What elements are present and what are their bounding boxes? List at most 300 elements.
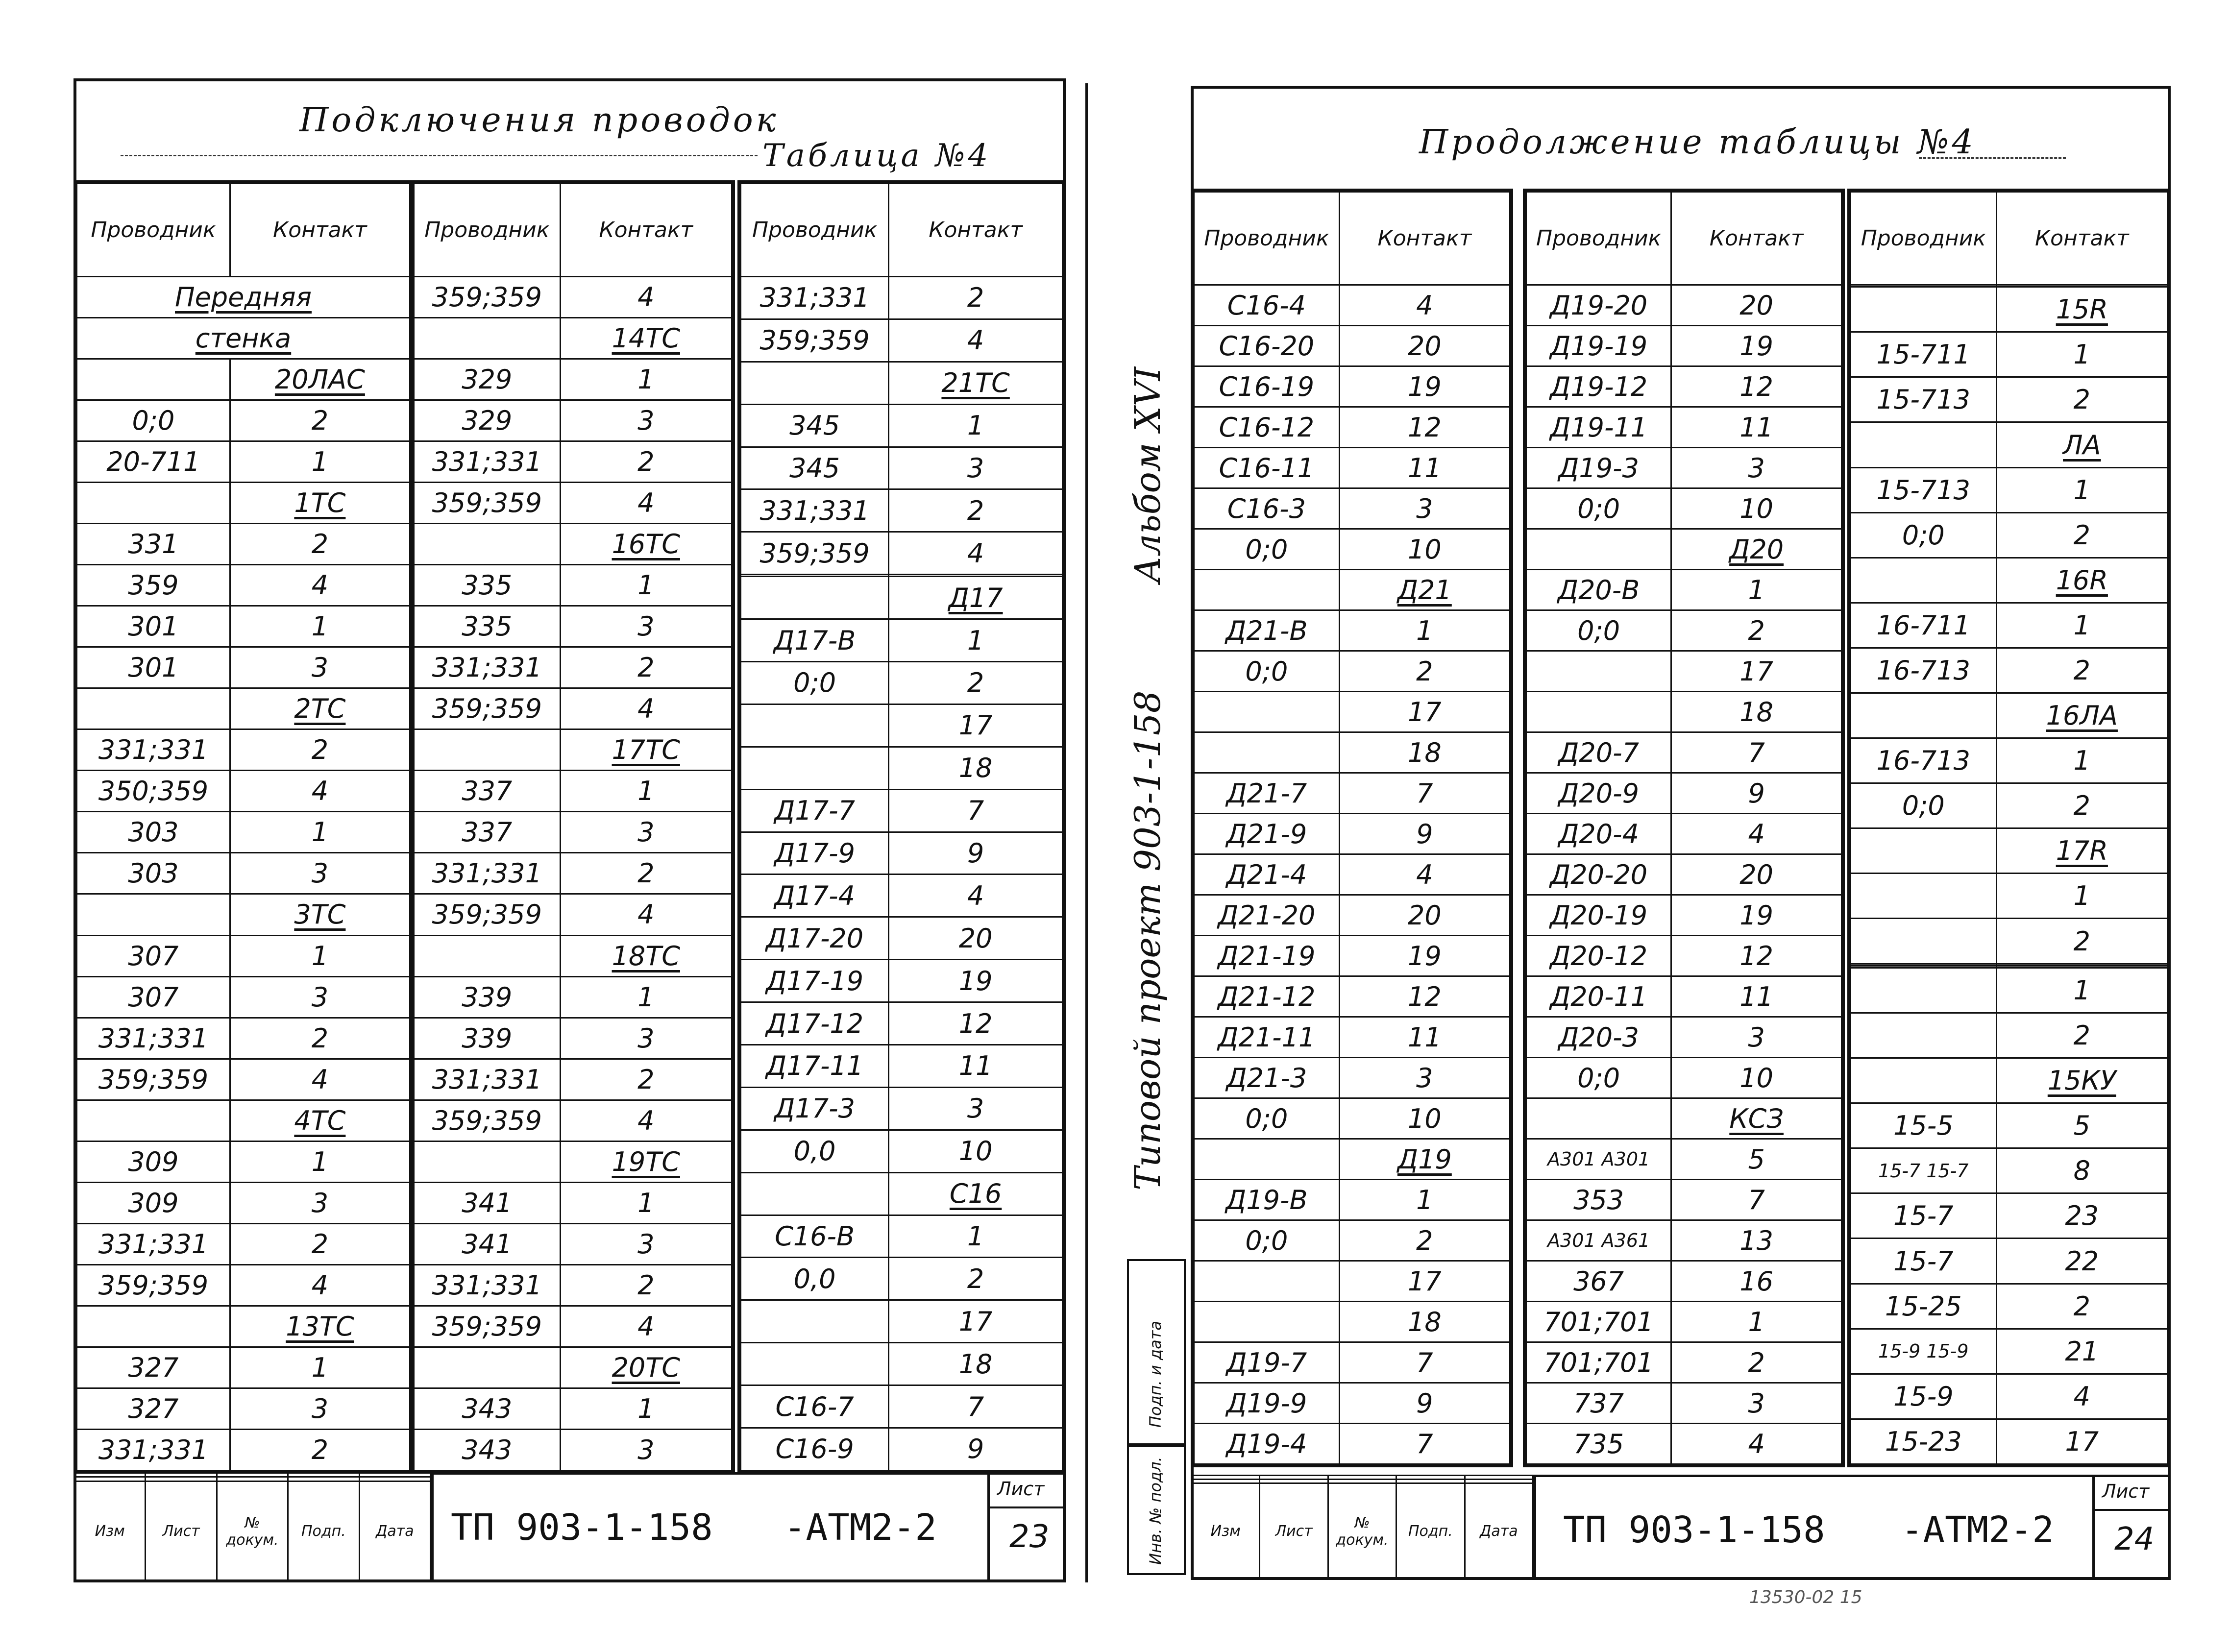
contact-cell: 4 <box>560 483 732 524</box>
contact-cell: 4 <box>889 532 1063 575</box>
table-row <box>741 577 1063 619</box>
contact-cell: 2 <box>1996 1284 2167 1329</box>
contact-cell: 2 <box>560 1059 732 1100</box>
table-row <box>77 1306 410 1347</box>
table-row <box>1851 558 2168 603</box>
table-row <box>77 976 410 1018</box>
table-row <box>77 359 410 400</box>
table-row <box>741 1215 1063 1258</box>
contact-cell: 2 <box>1996 919 2167 964</box>
conductor-cell: 0;0 <box>1851 512 1997 558</box>
conductor-cell: 335 <box>414 565 561 606</box>
conductor-cell <box>741 577 889 619</box>
stamp-label-doc: № докум. <box>1328 1483 1396 1579</box>
conductor-cell <box>1851 1013 1997 1058</box>
conductor-cell: С16-7 <box>741 1385 889 1428</box>
contact-cell: 3 <box>560 400 732 441</box>
contact-cell: 4 <box>560 1100 732 1141</box>
table-row <box>414 1347 732 1388</box>
contact-cell: 18 <box>1671 692 1842 732</box>
table-row <box>414 688 732 729</box>
table-row <box>1851 1058 2168 1103</box>
contact-cell: 5 <box>1671 1139 1842 1180</box>
conductor-cell: 337 <box>414 771 561 812</box>
table-row <box>1851 1284 2168 1329</box>
table-row <box>414 1264 732 1306</box>
contact-cell: 12 <box>1671 366 1842 407</box>
conductor-cell: 0;0 <box>1194 1220 1340 1261</box>
section-heading: 17ТС <box>560 729 732 771</box>
conductor-cell <box>77 1306 230 1347</box>
conductor-cell: 367 <box>1526 1261 1671 1302</box>
contact-cell: 1 <box>230 606 410 647</box>
conductor-cell: 331;331 <box>77 1429 230 1470</box>
table-row <box>1526 1180 1842 1220</box>
conductor-cell: Д17-9 <box>741 832 889 875</box>
contact-cell: 4 <box>889 875 1063 917</box>
section-heading: 14ТС <box>560 318 732 359</box>
contact-cell: 3 <box>1339 488 1510 529</box>
contact-cell: 1 <box>1996 738 2167 783</box>
table-row <box>414 441 732 483</box>
conductor-cell: Д19-11 <box>1526 407 1671 448</box>
contact-cell: 3 <box>1671 1017 1842 1058</box>
table-row <box>1526 1342 1842 1383</box>
conductor-cell: 359;359 <box>414 277 561 318</box>
contact-cell: 1 <box>889 404 1063 447</box>
left-title: Подключения проводок <box>299 101 779 140</box>
contact-cell: 1 <box>1339 610 1510 651</box>
album-label: Альбом XVI <box>1127 366 1168 583</box>
table-row <box>77 1018 410 1059</box>
table-row <box>1851 1239 2168 1284</box>
conductor-cell: 359;359 <box>414 1100 561 1141</box>
contact-cell: 4 <box>1671 1424 1842 1464</box>
left-table-col-3 <box>737 180 1066 1474</box>
table-row <box>1194 1383 1510 1424</box>
conductor-cell <box>77 1100 230 1141</box>
contact-cell: 11 <box>889 1045 1063 1087</box>
table-row <box>414 1018 732 1059</box>
contact-cell: 1 <box>1671 1302 1842 1342</box>
table-row <box>1851 1103 2168 1148</box>
table-row <box>1194 773 1510 814</box>
table-row <box>414 1388 732 1429</box>
table-row <box>1194 488 1510 529</box>
contact-cell: 12 <box>1339 976 1510 1017</box>
conductor-cell <box>1851 828 1997 874</box>
contact-cell: 4 <box>560 894 732 935</box>
table-row <box>741 1300 1063 1343</box>
conductor-cell: Д17-7 <box>741 789 889 832</box>
table-row <box>414 1059 732 1100</box>
conductor-cell: 701;701 <box>1526 1302 1671 1342</box>
conductor-cell: С16-В <box>741 1215 889 1258</box>
table-row <box>1526 854 1842 895</box>
table-row <box>1526 1220 1842 1261</box>
table-row <box>741 875 1063 917</box>
table-row <box>741 917 1063 960</box>
contact-cell: 2 <box>560 647 732 688</box>
contact-cell: 2 <box>1996 648 2167 693</box>
contact-cell: 16 <box>1671 1261 1842 1302</box>
table-row <box>414 853 732 894</box>
table-row <box>741 661 1063 704</box>
conductor-cell: Д19-В <box>1194 1180 1340 1220</box>
table-row <box>1526 488 1842 529</box>
contact-cell: 2 <box>1996 512 2167 558</box>
contact-cell: 1 <box>230 1347 410 1388</box>
section-heading: Передняя <box>77 277 410 318</box>
section-heading: 21ТС <box>889 362 1063 404</box>
table-row <box>77 318 410 359</box>
contact-cell: 2 <box>560 853 732 894</box>
table-row <box>741 789 1063 832</box>
table-row <box>1194 1180 1510 1220</box>
table-row <box>741 1258 1063 1300</box>
table-row <box>1851 968 2168 1013</box>
left-table-col-1 <box>73 180 413 1474</box>
conductor-cell <box>1194 732 1340 773</box>
side-stamp-inv <box>1127 1445 1186 1575</box>
conductor-cell <box>741 1343 889 1385</box>
conductor-cell: 0,0 <box>741 1130 889 1172</box>
conductor-cell: 307 <box>77 976 230 1018</box>
section-heading: 16ЛА <box>1996 693 2167 738</box>
table-row <box>1194 1302 1510 1342</box>
contact-cell: 17 <box>1339 692 1510 732</box>
table-row <box>741 704 1063 747</box>
table-row <box>1851 467 2168 512</box>
contact-cell: 11 <box>1671 407 1842 448</box>
table-row <box>741 404 1063 447</box>
contact-cell: 1 <box>889 1215 1063 1258</box>
contact-cell: 2 <box>560 441 732 483</box>
conductor-cell: 0,0 <box>741 1258 889 1300</box>
conductor-cell: Д20-3 <box>1526 1017 1671 1058</box>
conductor-cell <box>1194 1302 1340 1342</box>
conductor-cell: 331;331 <box>741 489 889 532</box>
contact-cell: 1 <box>1996 874 2167 919</box>
conductor-cell <box>1526 651 1671 692</box>
column-header-conductor: Проводник <box>414 184 561 277</box>
conductor-cell: Д17-В <box>741 619 889 662</box>
table-row <box>1851 828 2168 874</box>
table-row <box>1194 814 1510 854</box>
table-row <box>1194 448 1510 488</box>
contact-cell: 4 <box>230 1059 410 1100</box>
conductor-cell <box>741 747 889 789</box>
table-row <box>77 647 410 688</box>
conductor-cell: Д20-В <box>1526 570 1671 610</box>
conductor-cell <box>414 318 561 359</box>
section-heading: 20ТС <box>560 1347 732 1388</box>
table-row <box>1851 1419 2168 1464</box>
conductor-cell <box>1851 874 1997 919</box>
contact-cell: 20 <box>889 917 1063 960</box>
conductor-cell: 353 <box>1526 1180 1671 1220</box>
conductor-cell <box>1851 693 1997 738</box>
table-row <box>77 1264 410 1306</box>
table-row <box>1194 1424 1510 1464</box>
section-heading: 2ТС <box>230 688 410 729</box>
contact-cell: 10 <box>1339 1098 1510 1139</box>
contact-cell: 8 <box>1996 1148 2167 1193</box>
contact-cell: 10 <box>889 1130 1063 1172</box>
table-row <box>1194 326 1510 366</box>
contact-cell: 9 <box>1339 814 1510 854</box>
conductor-cell: 331;331 <box>414 441 561 483</box>
conductor-cell: Д20-12 <box>1526 936 1671 976</box>
section-heading: Д21 <box>1339 570 1510 610</box>
conductor-cell: С16-12 <box>1194 407 1340 448</box>
table-row <box>1851 1329 2168 1374</box>
contact-cell: 1 <box>1996 467 2167 512</box>
right-sheet-label: Лист <box>2102 1481 2150 1502</box>
conductor-cell <box>1851 287 1997 332</box>
table-row <box>1851 1374 2168 1419</box>
conductor-cell: 15-7 <box>1851 1239 1997 1284</box>
table-row <box>1851 919 2168 964</box>
left-sheet-label: Лист <box>997 1478 1045 1500</box>
conductor-cell: 359;359 <box>77 1264 230 1306</box>
table-row <box>77 1141 410 1182</box>
table-row <box>741 1045 1063 1087</box>
table-row <box>414 1100 732 1141</box>
conductor-cell: Д21-11 <box>1194 1017 1340 1058</box>
right-table-col-3 <box>1847 189 2171 1467</box>
contact-cell: 20 <box>1339 895 1510 936</box>
table-row <box>414 771 732 812</box>
conductor-cell: 331;331 <box>414 647 561 688</box>
left-subtitle: Таблица №4 <box>762 138 991 174</box>
table-row <box>1526 448 1842 488</box>
table-row <box>1851 1148 2168 1193</box>
contact-cell: 3 <box>560 1018 732 1059</box>
table-row <box>77 771 410 812</box>
contact-cell: 1 <box>230 935 410 976</box>
conductor-cell <box>1851 558 1997 603</box>
contact-cell: 17 <box>889 704 1063 747</box>
table-row <box>1194 1139 1510 1180</box>
contact-cell: 3 <box>230 1182 410 1223</box>
conductor-cell: 301 <box>77 647 230 688</box>
conductor-cell: Д19-3 <box>1526 448 1671 488</box>
conductor-cell: 331;331 <box>77 1018 230 1059</box>
left-sheet-number: 23 <box>1009 1519 1050 1555</box>
conductor-cell: 331;331 <box>77 729 230 771</box>
contact-cell: 3 <box>560 606 732 647</box>
conductor-cell <box>1526 692 1671 732</box>
table-row <box>414 524 732 565</box>
table-row <box>77 441 410 483</box>
table-row <box>1194 407 1510 448</box>
section-heading: Д20 <box>1671 529 1842 570</box>
contact-cell: 20 <box>1339 326 1510 366</box>
table-row <box>414 606 732 647</box>
table-row <box>1851 1193 2168 1239</box>
conductor-cell: 15-25 <box>1851 1284 1997 1329</box>
contact-cell: 2 <box>230 1018 410 1059</box>
contact-cell: 18 <box>889 1343 1063 1385</box>
table-row <box>741 319 1063 362</box>
conductor-cell: 331;331 <box>414 853 561 894</box>
conductor-cell <box>1526 1098 1671 1139</box>
contact-cell: 19 <box>1671 895 1842 936</box>
table-row <box>741 832 1063 875</box>
side-stamp-sign-label: Подп. и дата <box>1146 1321 1165 1428</box>
conductor-cell <box>414 524 561 565</box>
section-heading: КСЗ <box>1671 1098 1842 1139</box>
table-row <box>414 976 732 1018</box>
conductor-cell: 359;359 <box>414 894 561 935</box>
table-row <box>77 1182 410 1223</box>
conductor-cell: 341 <box>414 1182 561 1223</box>
table-row <box>1526 285 1842 326</box>
table-row <box>741 1385 1063 1428</box>
contact-cell: 4 <box>560 1306 732 1347</box>
contact-cell: 2 <box>1996 377 2167 422</box>
table-row <box>414 359 732 400</box>
left-table-col-2 <box>411 180 735 1474</box>
table-row <box>77 400 410 441</box>
right-doc-suffix: -АТМ2-2 <box>1901 1509 2054 1551</box>
contact-cell: 3 <box>889 1087 1063 1130</box>
contact-cell: 2 <box>1671 1342 1842 1383</box>
contact-cell: 1 <box>230 812 410 853</box>
table-row <box>1194 895 1510 936</box>
table-row <box>77 853 410 894</box>
contact-cell: 2 <box>230 1223 410 1264</box>
table-row <box>1851 783 2168 828</box>
contact-cell: 20 <box>1671 285 1842 326</box>
contact-cell: 7 <box>1671 1180 1842 1220</box>
table-row <box>77 524 410 565</box>
table-row <box>414 647 732 688</box>
column-header-contact: Контакт <box>1339 192 1510 285</box>
table-row <box>414 935 732 976</box>
table-row <box>1851 422 2168 467</box>
conductor-cell: 359;359 <box>741 319 889 362</box>
conductor-cell: Д21-12 <box>1194 976 1340 1017</box>
conductor-cell: 359;359 <box>414 483 561 524</box>
contact-cell: 17 <box>1996 1419 2167 1464</box>
contact-cell: 2 <box>889 489 1063 532</box>
conductor-cell: А301 А361 <box>1526 1220 1671 1261</box>
conductor-cell: 341 <box>414 1223 561 1264</box>
table-row <box>1194 570 1510 610</box>
table-row <box>1526 692 1842 732</box>
section-heading: 16ТС <box>560 524 732 565</box>
stamp-label-sign: Подп. <box>1396 1483 1465 1579</box>
conductor-cell: 0;0 <box>77 400 230 441</box>
contact-cell: 17 <box>889 1300 1063 1343</box>
contact-cell: 3 <box>560 812 732 853</box>
table-row <box>741 1087 1063 1130</box>
project-label: Типовой проект 903-1-158 <box>1127 690 1168 1190</box>
contact-cell: 1 <box>230 1141 410 1182</box>
table-row <box>1526 529 1842 570</box>
conductor-cell: Д19-4 <box>1194 1424 1340 1464</box>
table-row <box>1526 1302 1842 1342</box>
table-row <box>77 277 410 318</box>
contact-cell: 2 <box>1671 610 1842 651</box>
table-row <box>1194 854 1510 895</box>
contact-cell: 12 <box>1671 936 1842 976</box>
conductor-cell: 329 <box>414 400 561 441</box>
conductor-cell: 301 <box>77 606 230 647</box>
table-row <box>1526 895 1842 936</box>
contact-cell: 3 <box>230 1388 410 1429</box>
contact-cell: 2 <box>1996 1013 2167 1058</box>
contact-cell: 9 <box>889 832 1063 875</box>
table-row <box>741 532 1063 575</box>
conductor-cell: 359 <box>77 565 230 606</box>
conductor-cell: 327 <box>77 1347 230 1388</box>
contact-cell: 19 <box>889 960 1063 1002</box>
conductor-cell: 0;0 <box>1194 651 1340 692</box>
conductor-cell <box>414 1141 561 1182</box>
contact-cell: 5 <box>1996 1103 2167 1148</box>
column-header-conductor: Проводник <box>1526 192 1671 285</box>
conductor-cell: 359;359 <box>414 688 561 729</box>
table-row <box>414 894 732 935</box>
conductor-cell: 339 <box>414 1018 561 1059</box>
contact-cell: 7 <box>1671 732 1842 773</box>
conductor-cell: 339 <box>414 976 561 1018</box>
conductor-cell: 303 <box>77 812 230 853</box>
stamp-label-list: Лист <box>1260 1483 1328 1579</box>
contact-cell: 1 <box>1996 968 2167 1013</box>
conductor-cell: 0;0 <box>741 661 889 704</box>
contact-cell: 18 <box>889 747 1063 789</box>
table-row <box>77 1347 410 1388</box>
contact-cell: 1 <box>1996 603 2167 648</box>
column-header-conductor: Проводник <box>77 184 230 277</box>
conductor-cell <box>1194 692 1340 732</box>
table-row <box>77 688 410 729</box>
conductor-cell: 343 <box>414 1429 561 1470</box>
conductor-cell: 0;0 <box>1526 610 1671 651</box>
conductor-cell: Д21-19 <box>1194 936 1340 976</box>
contact-cell: 3 <box>1339 1058 1510 1098</box>
contact-cell: 21 <box>1996 1329 2167 1374</box>
table-row <box>741 362 1063 404</box>
table-row <box>414 1223 732 1264</box>
conductor-cell <box>77 688 230 729</box>
table-row <box>414 318 732 359</box>
contact-cell: 11 <box>1339 448 1510 488</box>
section-heading: 15КУ <box>1996 1058 2167 1103</box>
conductor-cell: С16-11 <box>1194 448 1340 488</box>
table-row <box>1851 738 2168 783</box>
conductor-cell <box>1194 1261 1340 1302</box>
conductor-cell: Д21-3 <box>1194 1058 1340 1098</box>
contact-cell: 3 <box>230 647 410 688</box>
conductor-cell: Д21-4 <box>1194 854 1340 895</box>
conductor-cell: 15-713 <box>1851 467 1997 512</box>
conductor-cell: 309 <box>77 1141 230 1182</box>
left-doc-code: ТП 903-1-158 <box>451 1506 713 1549</box>
contact-cell: 4 <box>230 565 410 606</box>
table-row <box>1851 512 2168 558</box>
table-row <box>741 747 1063 789</box>
table-row <box>414 483 732 524</box>
right-title: Продолжение таблицы №4 <box>1419 123 1976 162</box>
section-heading: ЛА <box>1996 422 2167 467</box>
conductor-cell: 737 <box>1526 1383 1671 1424</box>
conductor-cell: 20-711 <box>77 441 230 483</box>
